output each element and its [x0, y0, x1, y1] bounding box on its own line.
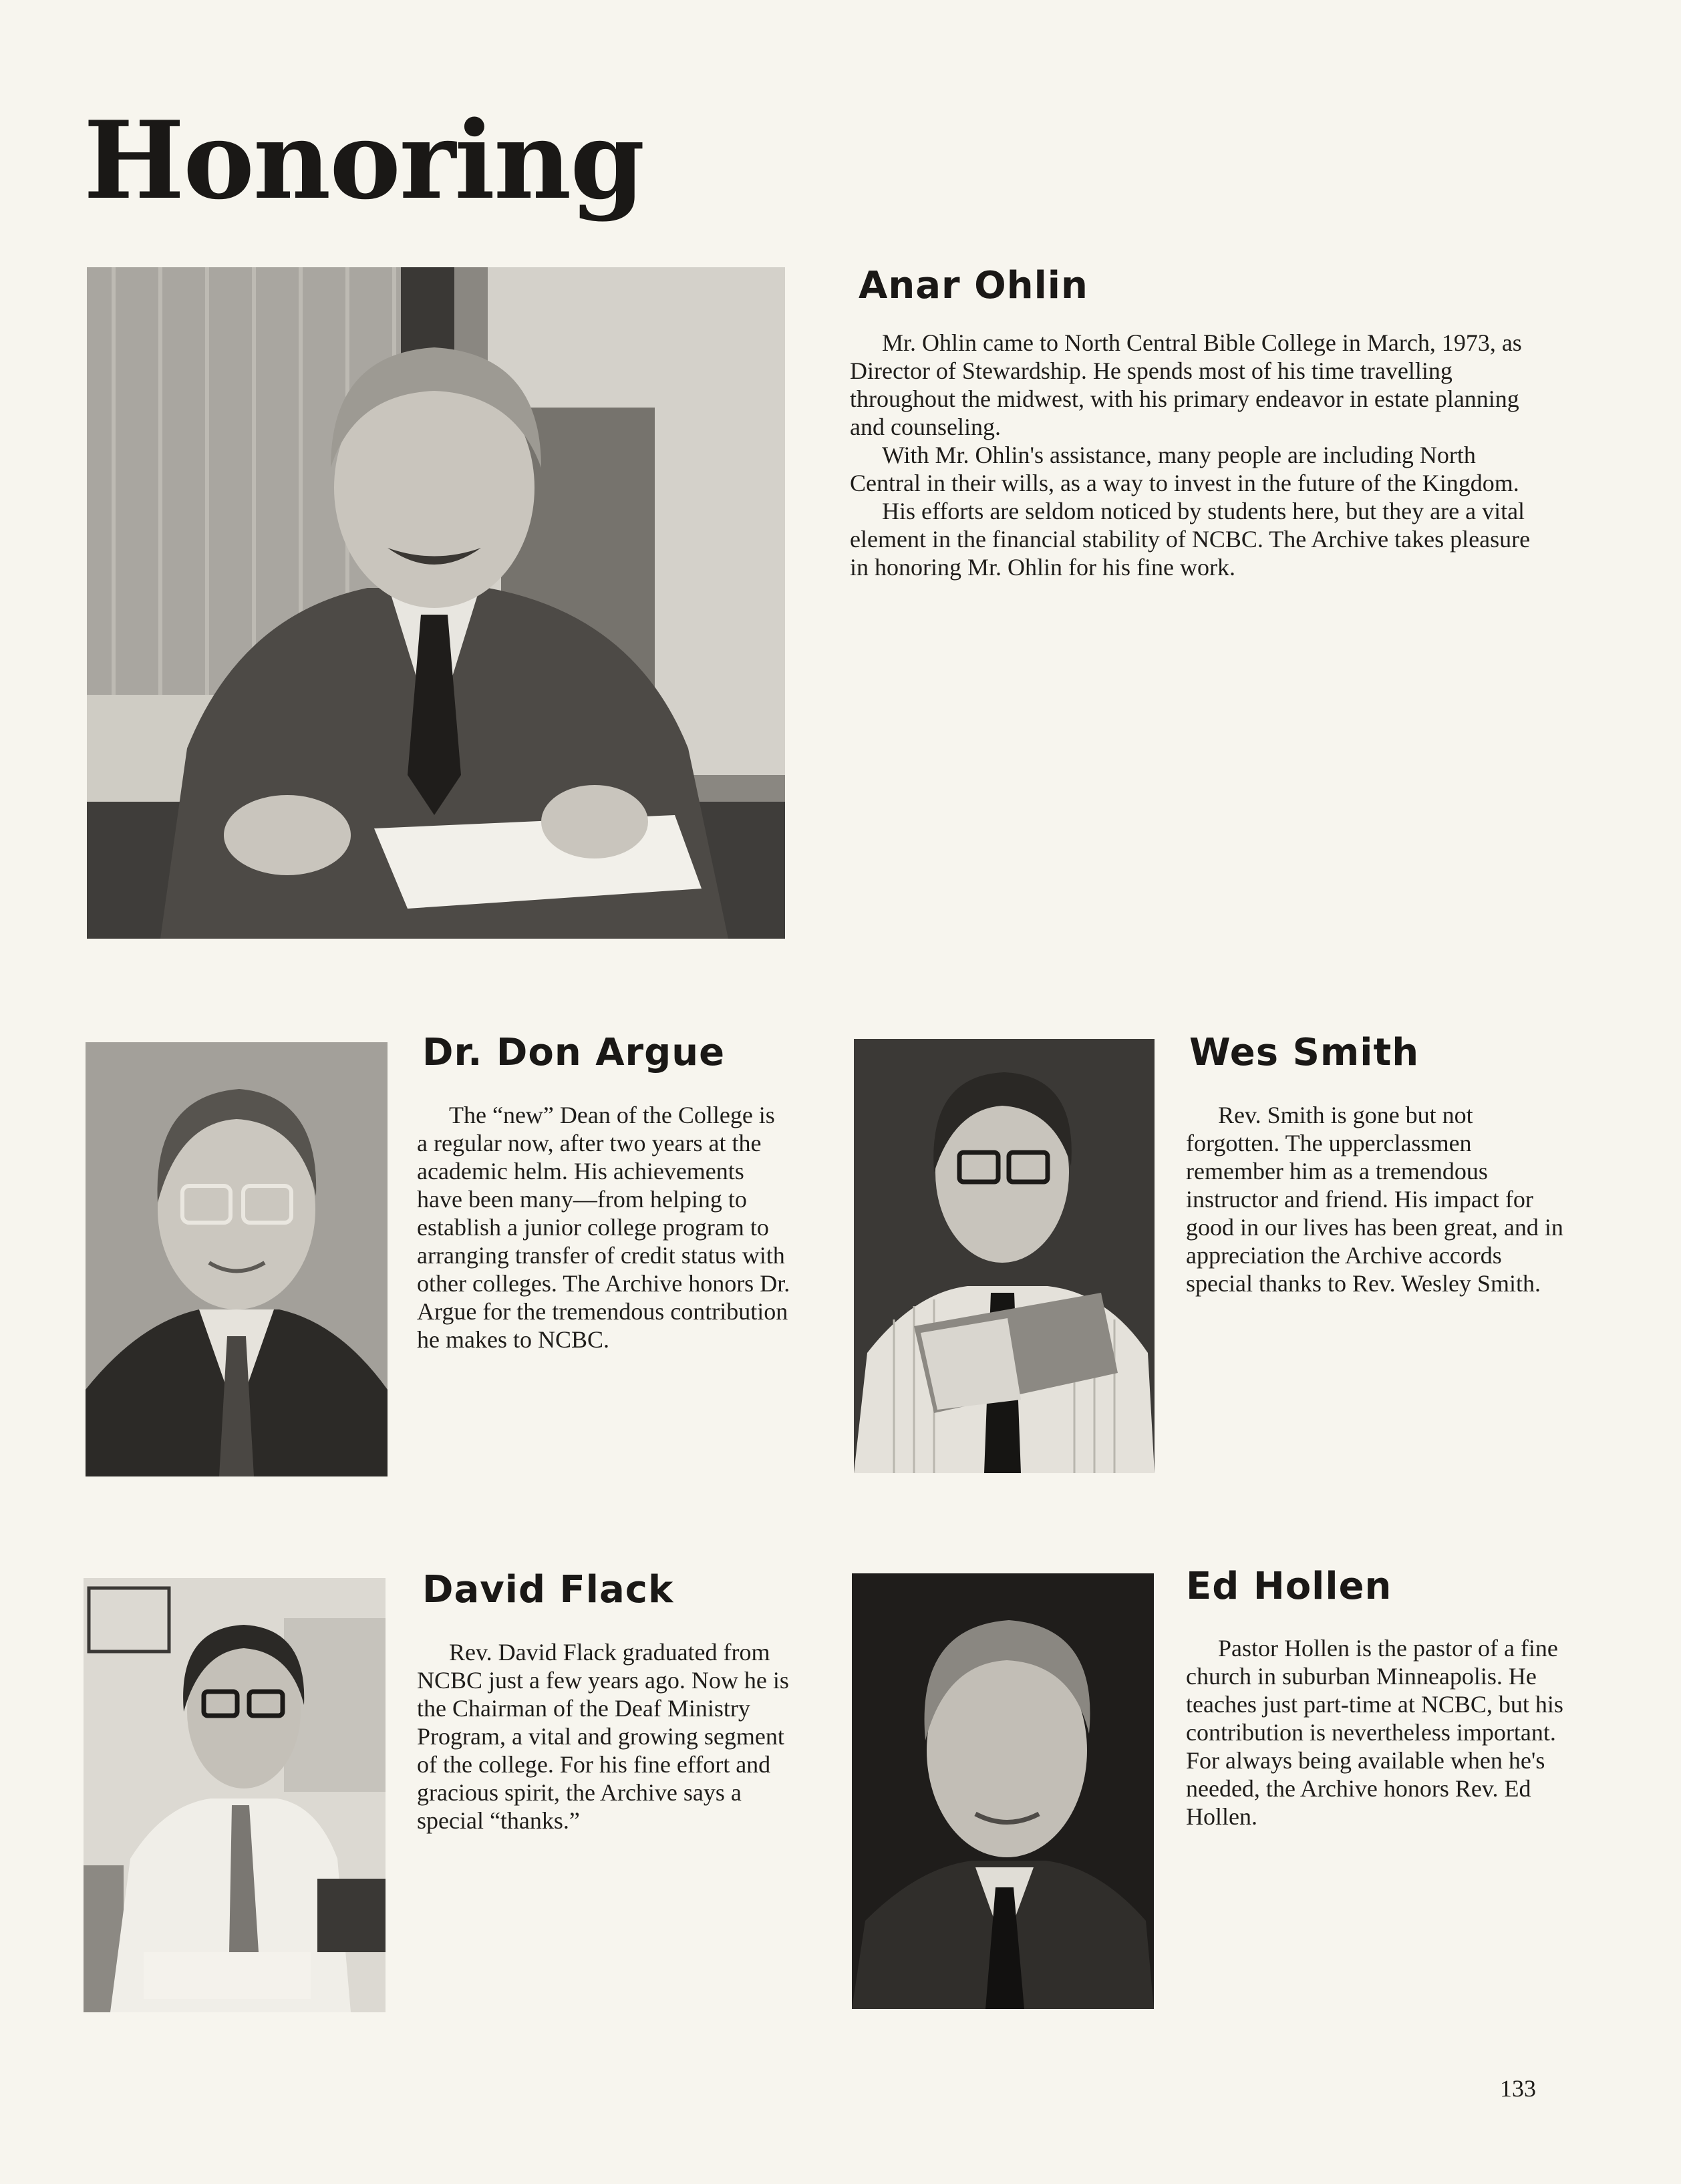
bio-paragraph: Rev. David Flack graduated from NCBC just a few years ago. Now he is the Chairman of the Deaf Ministry Program, a vital and growing segment of the college. For his fine effort and gracious spirit, the Archive says a special “thanks.” [417, 1639, 789, 1834]
bio-paragraph: Mr. Ohlin came to North Central Bible College in March, 1973, as Director of Stewardship. He spends most of his time travelling throughout the midwest, with his primary endeavor in estate planning and counseling. [850, 329, 1522, 440]
honoree-bio-don-argue [417, 1101, 791, 1354]
bio-paragraph: The “new” Dean of the College is a regular now, after two years at the academic helm. His achievements have been many—from helping to establish a junior college program to arranging transfer of credit status with other colleges. The Archive honors Dr. Argue for the tremendous contribution he makes to NCBC. [417, 1102, 790, 1353]
honoree-bio-anar-ohlin [850, 329, 1551, 581]
bio-paragraph: His efforts are seldom noticed by students here, but they are a vital element in the financial stability of NCBC. The Archive takes pleasure in honoring Mr. Ohlin for his fine work. [850, 498, 1531, 581]
portrait-photo-wes-smith [854, 1039, 1155, 1473]
portrait-photo-anar-ohlin [87, 267, 785, 939]
bio-paragraph: Rev. Smith is gone but not forgotten. The upperclassmen remember him as a tremendous instructor and friend. His impact for good in our lives has been great, and in appreciation the Archive accords special thanks to Rev. Wesley Smith. [1186, 1102, 1563, 1297]
honoree-name-anar-ohlin: Anar Ohlin [859, 264, 1088, 307]
honoree-name-ed-hollen: Ed Hollen [1186, 1565, 1392, 1608]
honoree-bio-wes-smith [1186, 1101, 1567, 1297]
portrait-photo-don-argue [86, 1042, 388, 1476]
honoree-name-don-argue: Dr. Don Argue [422, 1031, 726, 1074]
honoree-bio-ed-hollen [1186, 1634, 1567, 1831]
honoree-bio-david-flack [417, 1638, 791, 1835]
page-number: 133 [1500, 2075, 1536, 2102]
page-title: Honoring [84, 98, 644, 223]
bio-paragraph: Pastor Hollen is the pastor of a fine church in suburban Minneapolis. He teaches just part-time at NCBC, but his contribution is nevertheless important. For always being available when he's needed, the Archive honors Rev. Ed Hollen. [1186, 1635, 1563, 1830]
bio-paragraph: With Mr. Ohlin's assistance, many people are including North Central in their wills, as a way to invest in the future of the Kingdom. [850, 442, 1519, 496]
honoree-name-wes-smith: Wes Smith [1189, 1031, 1420, 1074]
portrait-photo-david-flack [84, 1578, 386, 2012]
portrait-photo-ed-hollen [852, 1573, 1154, 2009]
honoree-name-david-flack: David Flack [422, 1568, 674, 1611]
